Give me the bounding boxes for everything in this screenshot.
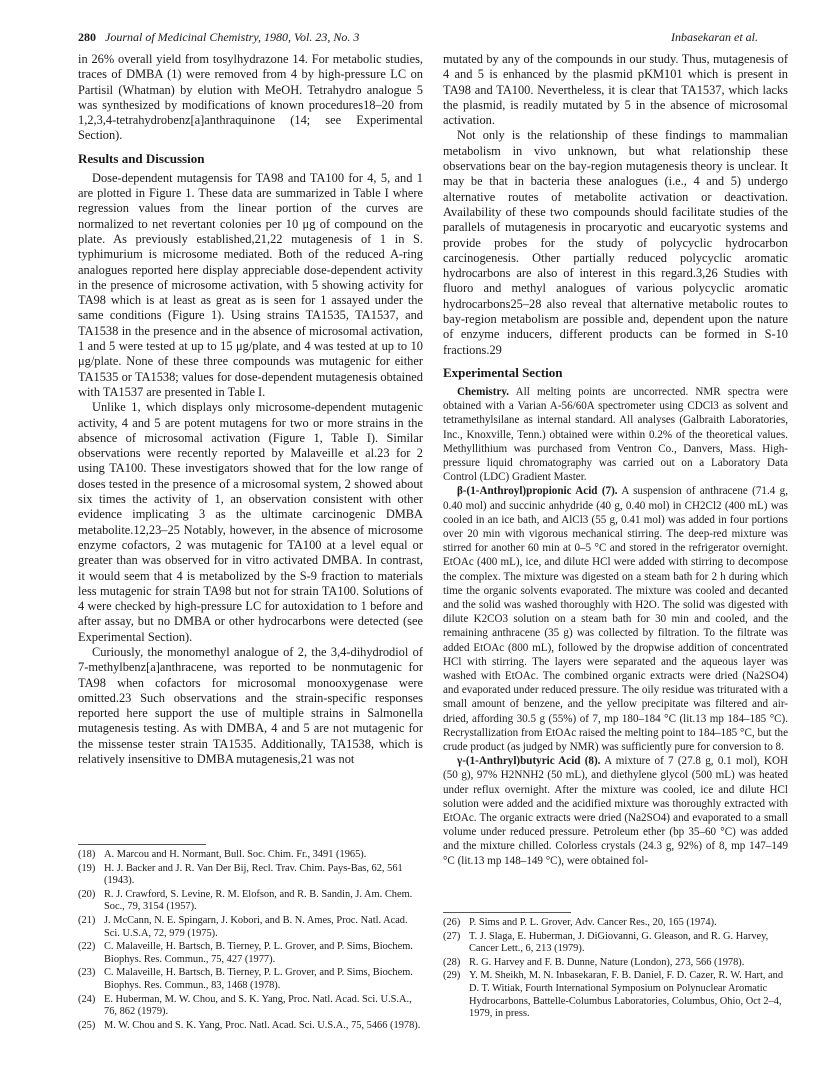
reference-item: (19) H. J. Backer and J. R. Van Der Bij, Recl. Trav. Chim. Pays-Bas, 62, 561 (1943). [78,862,403,887]
page-number: 280 [78,30,96,44]
reference-item: (24) E. Huberman, M. W. Chou, and S. K. Yang, Proc. Natl. Acad. Sci. U.S.A., 76, 862 (1979). [78,993,412,1018]
intro-paragraph: in 26% overall yield from tosylhydrazone 14. For metabolic studies, traces of DMBA (1) were removed from 4 by high-pressure LC on Partisil (Whatman) by elution with MeOH. Tetrahydro analogue 5 was synthesized by modifications of known procedures18–20 from 1,2,3,4-tetrahydrobenz[a]anthraquinone (14; see Experimental Section). [78,52,423,143]
page-header [78,30,758,48]
left-references [78,844,423,1033]
running-authors: Inbasekaran et al. [671,30,758,44]
footnote-rule [443,912,571,913]
results-heading: Results and Discussion [78,150,205,166]
right-references [443,912,788,1022]
left-column [78,52,423,767]
results-paragraph-2: Unlike 1, which displays only microsome-dependent mutagenic activity, 4 and 5 are potent mutagens for two or more strains in the absence of microsomal activation (Figure 1, Table I). Similar observations were recently reported by Malaveille et al.23 for 2 using TA100. These investigators showed that for the low range of doses tested in the presence of a microsomal system, 2 showed about six times the activity of 1, an observation consistent with other evidence implicating 3 as the ultimate carcinogenic DMBA metabolite.12,23–25 Notably, however, in the absence of microsome enzyme cofactors, 2 was mutagenic for TA100 at a level equal or greater than was observed for in vitro activated DMBA. In contrast, it would seem that 4 is metabolized by the S-9 fraction to materials less mutagenic for strain TA98 but not for strain TA100. Solutions of 4 were checked by high-pressure LC for autoxidation to 1 before and after assay, but no DMBA or other hydrocarbons were detected (see Experimental Section). [78,400,423,644]
results-paragraph-3: Curiously, the monomethyl analogue of 2, the 3,4-dihydrodiol of 7-methylbenz[a]anthracene, was reported to be nonmutagenic for TA98 when cofactors for microsomal monooxygenase were omitted.23 Such observations and the strain-specific responses reported here support the use of multiple strains in Salmonella mutagenesis testing. As with DMBA, 4 and 5 are not mutagenic for the missense tester strain TA1535. Additionally, TA1538, which is relatively insensitive to DMBA mutagenesis,21 was not [78,644,423,767]
compound-8-paragraph: γ-(1-Anthryl)butyric Acid (8). A mixture of 7 (27.8 g, 0.1 mol), KOH (50 g), 97% H2NNH2 (50 mL), and diethylene glycol (500 mL) was heated under reflux overnight. After the mixture was cooled, ice and dilute HCl solution were added and the acidified mixture was thoroughly extracted with EtOAc. The organic extracts were dried (Na2SO4) and evaporated to a small volume under reduced pressure. Petroleum ether (bp 35–60 °C) was added and the mixture chilled. Colorless crystals (24.3 g, 92%) of 8, mp 147–149 °C (lit.13 mp 148–149 °C), were obtained fol- [443,755,788,867]
results-paragraph-1: Dose-dependent mutagensis for TA98 and TA100 for 4, 5, and 1 are plotted in Figure 1. These data are summarized in Table I where regression values from the linear portion of the curves are normalized to net revertant colonies per 10 μg of compound on the plate. As previously established,21,22 mutagenesis of 1 in S. typhimurium is microsome mediated. Both of the reduced A-ring analogues reported here display appreciable dose-dependent activity in the presence of microsome activation, with 5 showing activity for TA98 which is at least as great as is seen for 1 assayed under the same conditions (Figure 1). Using strains TA1535, TA1537, and TA1538 in the presence and in the absence of microsomal activation, 1 and 5 were tested at up to 15 μg/plate, and 4 was tested at up to 10 μg/plate. None of these three compounds was mutagenic for either TA1535 or TA1538; values for dose-dependent mutagenesis obtained with TA1537 are presented in Table I. [78,170,423,399]
reference-item: (28) R. G. Harvey and F. B. Dunne, Nature (London), 273, 566 (1978). [443,956,745,968]
reference-item: (22) C. Malaveille, H. Bartsch, B. Tierney, P. L. Grover, and P. Sims, Biochem. Biophys. Res. Commun., 75, 427 (1977). [78,941,413,965]
reference-item: (21) J. McCann, N. E. Spingarn, J. Kobori, and B. N. Ames, Proc. Natl. Acad. Sci. U.S.A, 72, 979 (1975). [78,914,408,939]
reference-item: (27) T. J. Slaga, E. Huberman, J. DiGiovanni, G. Gleason, and R. G. Harvey, Cancer Lett., 6, 213 (1979). [443,930,769,955]
discussion-paragraph-4: mutated by any of the compounds in our study. Thus, mutagenesis of 4 and 5 is enhanced by the plasmid pKM101 which is present in TA98 and TA100. Nevertheless, it is clear that TA1537, which lacks the plasmid, is readily mutated by 5 in the absence of microsomal activation. [443,52,788,128]
experimental-heading: Experimental Section [443,364,563,380]
experimental-body [443,385,788,868]
footnote-rule [78,844,206,845]
reference-item: (26) P. Sims and P. L. Grover, Adv. Cancer Res., 20, 165 (1974). [443,917,717,928]
reference-item: (29) Y. M. Sheikh, M. N. Inbasekaran, F. B. Daniel, F. D. Cazer, R. W. Hart, and D. T. Witiak, Fourth International Symposium on Polynuclear Aromatic Hydrocarbons, Battelle-Columbus Laboratories, Columbus, Ohio, Oct 2–4, 1979, in press. [443,970,784,1020]
right-column [443,52,788,868]
discussion-paragraph-5: Not only is the relationship of these findings to mammalian metabolism in vivo unknown, but what relationship these observations bear on the bay-region mutagenesis theory is unclear. It may be that in bacteria these analogues (i.e., 4 and 5) undergo alternative routes of metabolite activation or deactivation. Availability of these two compounds should facilitate studies of the parallels of mutagenesis in procaryotic and eucaryotic systems and provide probes for the study of polycyclic hydrocarbon carcinogenesis. Other partially reduced polycyclic aromatic hydrocarbons are also of interest in this regard.3,26 Studies with fluoro and methyl analogues of various polycyclic aromatic hydrocarbons25–28 also reveal that alternative metabolic routes to bay-region metabolism are possible and, dependent upon the nature of enzyme inducers, different products can be formed in S-10 fractions.29 [443,128,788,357]
reference-item: (18) A. Marcou and H. Normant, Bull. Soc. Chim. Fr., 3491 (1965). [78,849,367,860]
reference-item: (25) M. W. Chou and S. K. Yang, Proc. Natl. Acad. Sci. U.S.A., 75, 5466 (1978). [78,1019,421,1031]
compound-7-paragraph: β-(1-Anthroyl)propionic Acid (7). A suspension of anthracene (71.4 g, 0.40 mol) and succinic anhydride (40 g, 0.40 mol) in CH2Cl2 (400 mL) was cooled in an ice bath, and AlCl3 (55 g, 0.41 mol) was added in four portions over 20 min with vigorous mechanical stirring. The deep-red mixture was stirred for another 60 min at 0–5 °C and stored in the refrigerator overnight. EtOAc (400 mL), ice, and dilute HCl were added with stirring to decompose the complex. The mixture was digested on a steam bath for 2 h during which time the organic solvents evaporated. The mixture was cooled and decanted and the solid was washed thoroughly with H2O. The solid was digested with dilute K2CO3 solution on a steam bath for 30 min and cooled, and the remaining anthracene (35 g) was collected by filtration. To the filtrate was added EtOAc (800 mL), followed by the dropwise addition of concentrated HCl with stirring. The layers were separated and the aqueous layer was washed with EtOAc. The combined organic extracts were dried (Na2SO4) and evaporated under reduced pressure. The oily residue was triturated with a small amount of benzene, and the yellow precipitate was filtered and air-dried, affording 30.5 g (55%) of 7, mp 180–184 °C (lit.13 mp 184–185 °C). Recrystallization from EtOAc raised the melting point to 184–185 °C, but the crude product (as judged by NMR) was sufficiently pure for conversion to 8. [443,485,788,754]
journal-citation: Journal of Medicinal Chemistry, 1980, Vol. 23, No. 3 [105,30,360,44]
chemistry-paragraph: Chemistry. All melting points are uncorrected. NMR spectra were obtained with a Varian A-56/60A spectrometer using CDCl3 as solvent and tetramethylsilane as internal standard. All analyses (Galbraith Laboratories, Inc., Knoxville, Tenn.) obtained were within 0.2% of the theoretical values. Methyllithium was purchased from Ventron Co., Danvers, Mass. High-pressure liquid chromatography was carried out on a Laboratory Data Control (LDC) Gradient Master. [443,385,788,484]
reference-item: (20) R. J. Crawford, S. Levine, R. M. Elofson, and R. B. Sandin, J. Am. Chem. Soc., 79, 3154 (1957). [78,888,413,913]
reference-item: (23) C. Malaveille, H. Bartsch, B. Tierney, P. L. Grover, and P. Sims, Biochem. Biophys. Res. Commun., 83, 1468 (1978). [78,967,413,991]
